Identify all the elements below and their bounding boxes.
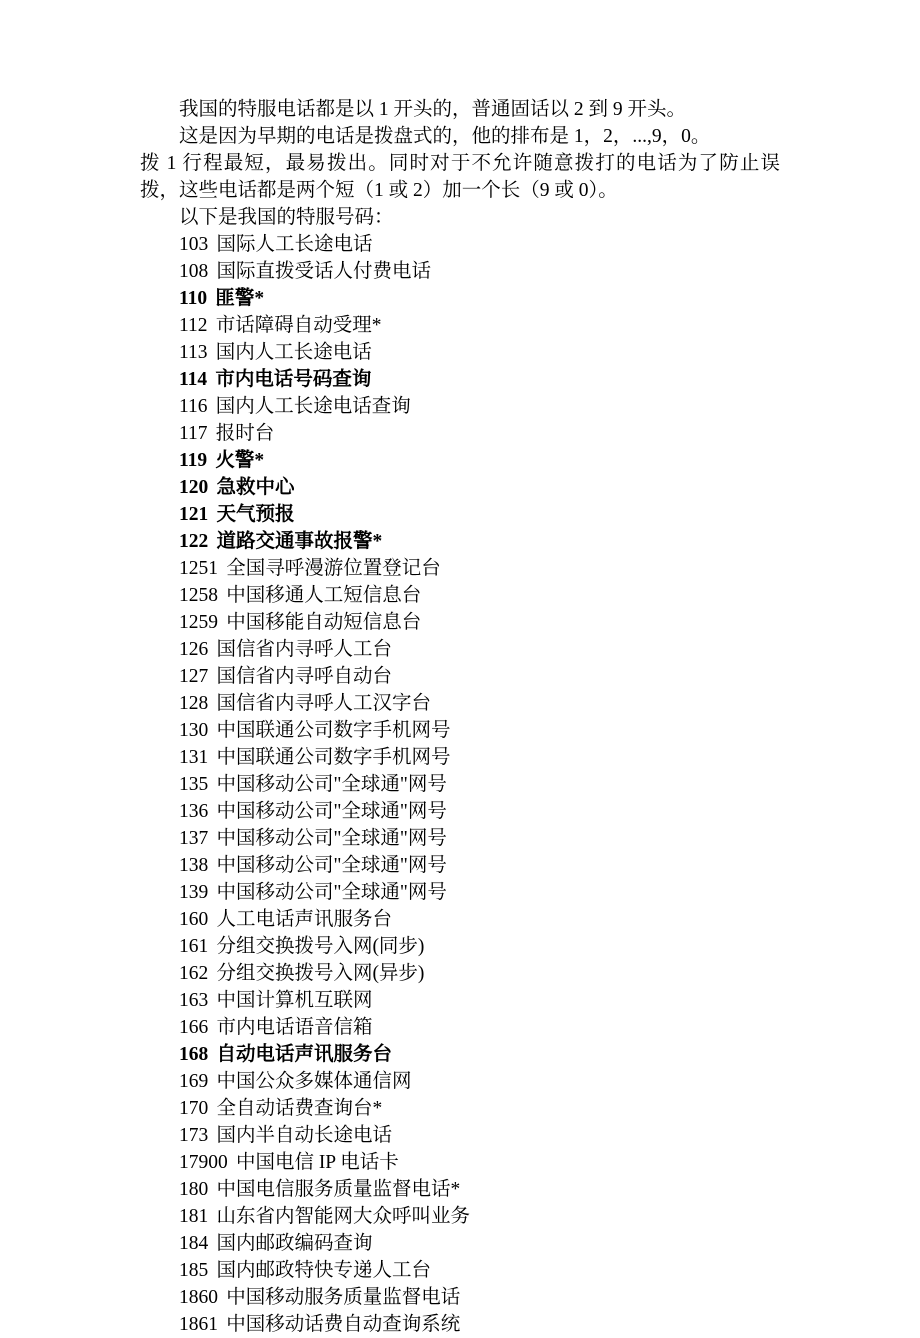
list-item	[140, 474, 780, 501]
list-item	[140, 744, 780, 771]
service-number-description: 国信省内寻呼人工汉字台	[216, 693, 431, 714]
service-number-code: 17900	[179, 1152, 228, 1173]
service-number-code: 185	[179, 1260, 209, 1281]
service-number-code: 1259	[179, 612, 218, 633]
list-item	[140, 960, 780, 987]
service-number-code: 122	[179, 531, 209, 552]
service-number-code: 131	[179, 747, 209, 768]
service-number-code: 1258	[179, 585, 218, 606]
list-item	[140, 717, 780, 744]
list-item	[140, 771, 780, 798]
service-number-code: 120	[179, 477, 209, 498]
service-number-code: 117	[179, 423, 208, 444]
list-item	[140, 258, 780, 285]
list-item	[140, 1257, 780, 1284]
service-number-description: 全自动话费查询台*	[216, 1098, 383, 1119]
list-item	[140, 1203, 780, 1230]
service-number-code: 161	[179, 936, 209, 957]
list-item	[140, 636, 780, 663]
service-number-code: 166	[179, 1017, 209, 1038]
service-number-description: 国内人工长途电话	[215, 342, 372, 363]
service-number-description: 中国联通公司数字手机网号	[216, 720, 451, 741]
list-item	[140, 879, 780, 906]
service-number-code: 1251	[179, 558, 218, 579]
service-number-description: 急救中心	[216, 477, 295, 498]
service-number-description: 国内邮政编码查询	[216, 1233, 373, 1254]
service-number-code: 136	[179, 801, 209, 822]
service-number-code: 113	[179, 342, 208, 363]
intro-paragraph-3: 拨 1 行程最短，最易拨出。同时对于不允许随意拨打的电话为了防止误拨，这些电话都是两个短（1 或 2）加一个长（9 或 0）。	[140, 153, 780, 201]
service-number-code: 127	[179, 666, 209, 687]
service-number-description: 自动电话声讯服务台	[216, 1044, 392, 1065]
service-number-description: 中国移动服务质量监督电话	[226, 1287, 461, 1308]
list-item	[140, 1068, 780, 1095]
service-number-description: 市内电话语音信箱	[216, 1017, 373, 1038]
list-item	[140, 663, 780, 690]
service-number-code: 180	[179, 1179, 209, 1200]
service-number-description: 国内半自动长途电话	[216, 1125, 392, 1146]
service-number-description: 天气预报	[216, 504, 295, 525]
service-number-description: 中国电信服务质量监督电话*	[216, 1179, 461, 1200]
list-item	[140, 339, 780, 366]
list-item	[140, 501, 780, 528]
service-number-description: 中国移动公司"全球通"网号	[216, 801, 447, 822]
service-number-description: 市话障碍自动受理*	[215, 315, 382, 336]
list-item	[140, 933, 780, 960]
service-number-description: 中国移动公司"全球通"网号	[216, 882, 447, 903]
list-item	[140, 1230, 780, 1257]
service-number-code: 184	[179, 1233, 209, 1254]
list-item	[140, 609, 780, 636]
service-number-description: 中国联通公司数字手机网号	[216, 747, 451, 768]
service-number-code: 135	[179, 774, 209, 795]
service-number-description: 中国公众多媒体通信网	[216, 1071, 412, 1092]
service-number-description: 国际直拨受话人付费电话	[216, 261, 431, 282]
service-number-code: 126	[179, 639, 209, 660]
service-number-code: 116	[179, 396, 208, 417]
service-number-description: 国内邮政特快专递人工台	[216, 1260, 431, 1281]
service-number-code: 110	[179, 288, 208, 309]
service-number-code: 173	[179, 1125, 209, 1146]
service-number-description: 分组交换拨号入网(异步)	[216, 963, 425, 984]
service-number-description: 山东省内智能网大众呼叫业务	[216, 1206, 470, 1227]
service-number-description: 报时台	[215, 423, 275, 444]
service-number-code: 181	[179, 1206, 209, 1227]
service-number-description: 中国计算机互联网	[216, 990, 373, 1011]
service-number-code: 119	[179, 450, 208, 471]
service-number-code: 170	[179, 1098, 209, 1119]
list-item	[140, 1014, 780, 1041]
intro-paragraph-1: 我国的特服电话都是以 1 开头的，普通固话以 2 到 9 开头。	[179, 99, 687, 120]
list-item	[140, 528, 780, 555]
service-number-description: 匪警*	[215, 288, 265, 309]
service-number-description: 中国移动公司"全球通"网号	[216, 774, 447, 795]
service-number-description: 人工电话声讯服务台	[216, 909, 392, 930]
service-number-description: 中国移能自动短信息台	[226, 612, 422, 633]
list-item	[140, 852, 780, 879]
service-number-code: 163	[179, 990, 209, 1011]
service-number-description: 火警*	[215, 450, 265, 471]
list-item	[140, 285, 780, 312]
list-item	[140, 1041, 780, 1068]
list-item	[140, 312, 780, 339]
service-number-code: 162	[179, 963, 209, 984]
intro-paragraph-4: 以下是我国的特服号码：	[179, 207, 394, 228]
service-number-description: 中国移动话费自动查询系统	[226, 1314, 461, 1335]
service-number-code: 128	[179, 693, 209, 714]
service-number-code: 114	[179, 369, 208, 390]
service-number-code: 168	[179, 1044, 209, 1065]
service-number-code: 112	[179, 315, 208, 336]
list-item	[140, 1311, 780, 1338]
list-item	[140, 798, 780, 825]
list-item	[140, 906, 780, 933]
intro-paragraph-2: 这是因为早期的电话是拨盘式的，他的排布是 1，2，...,9，0。	[179, 126, 711, 147]
list-item	[140, 1176, 780, 1203]
list-item	[140, 420, 780, 447]
service-number-description: 国信省内寻呼自动台	[216, 666, 392, 687]
service-number-code: 103	[179, 234, 209, 255]
service-number-description: 全国寻呼漫游位置登记台	[226, 558, 441, 579]
service-number-code: 138	[179, 855, 209, 876]
list-item	[140, 1095, 780, 1122]
service-number-code: 121	[179, 504, 209, 525]
list-item	[140, 393, 780, 420]
service-number-code: 130	[179, 720, 209, 741]
list-item	[140, 582, 780, 609]
list-item	[140, 1149, 780, 1176]
list-item	[140, 1122, 780, 1149]
list-item	[140, 825, 780, 852]
service-number-code: 169	[179, 1071, 209, 1092]
list-item	[140, 447, 780, 474]
service-number-description: 市内电话号码查询	[215, 369, 372, 390]
service-number-description: 中国移动公司"全球通"网号	[216, 828, 447, 849]
service-number-description: 道路交通事故报警*	[216, 531, 383, 552]
service-number-description: 分组交换拨号入网(同步)	[216, 936, 425, 957]
service-number-description: 国内人工长途电话查询	[215, 396, 411, 417]
service-number-code: 137	[179, 828, 209, 849]
service-number-code: 108	[179, 261, 209, 282]
service-number-code: 160	[179, 909, 209, 930]
service-number-description: 国信省内寻呼人工台	[216, 639, 392, 660]
service-number-code: 1860	[179, 1287, 218, 1308]
list-item	[140, 987, 780, 1014]
service-number-description: 中国移通人工短信息台	[226, 585, 422, 606]
list-item	[140, 1284, 780, 1311]
service-number-list	[140, 231, 780, 1338]
list-item	[140, 690, 780, 717]
service-number-description: 中国移动公司"全球通"网号	[216, 855, 447, 876]
service-number-description: 中国电信 IP 电话卡	[235, 1152, 399, 1173]
list-item	[140, 555, 780, 582]
service-number-code: 1861	[179, 1314, 218, 1335]
list-item	[140, 366, 780, 393]
list-item	[140, 231, 780, 258]
service-number-description: 国际人工长途电话	[216, 234, 373, 255]
service-number-code: 139	[179, 882, 209, 903]
